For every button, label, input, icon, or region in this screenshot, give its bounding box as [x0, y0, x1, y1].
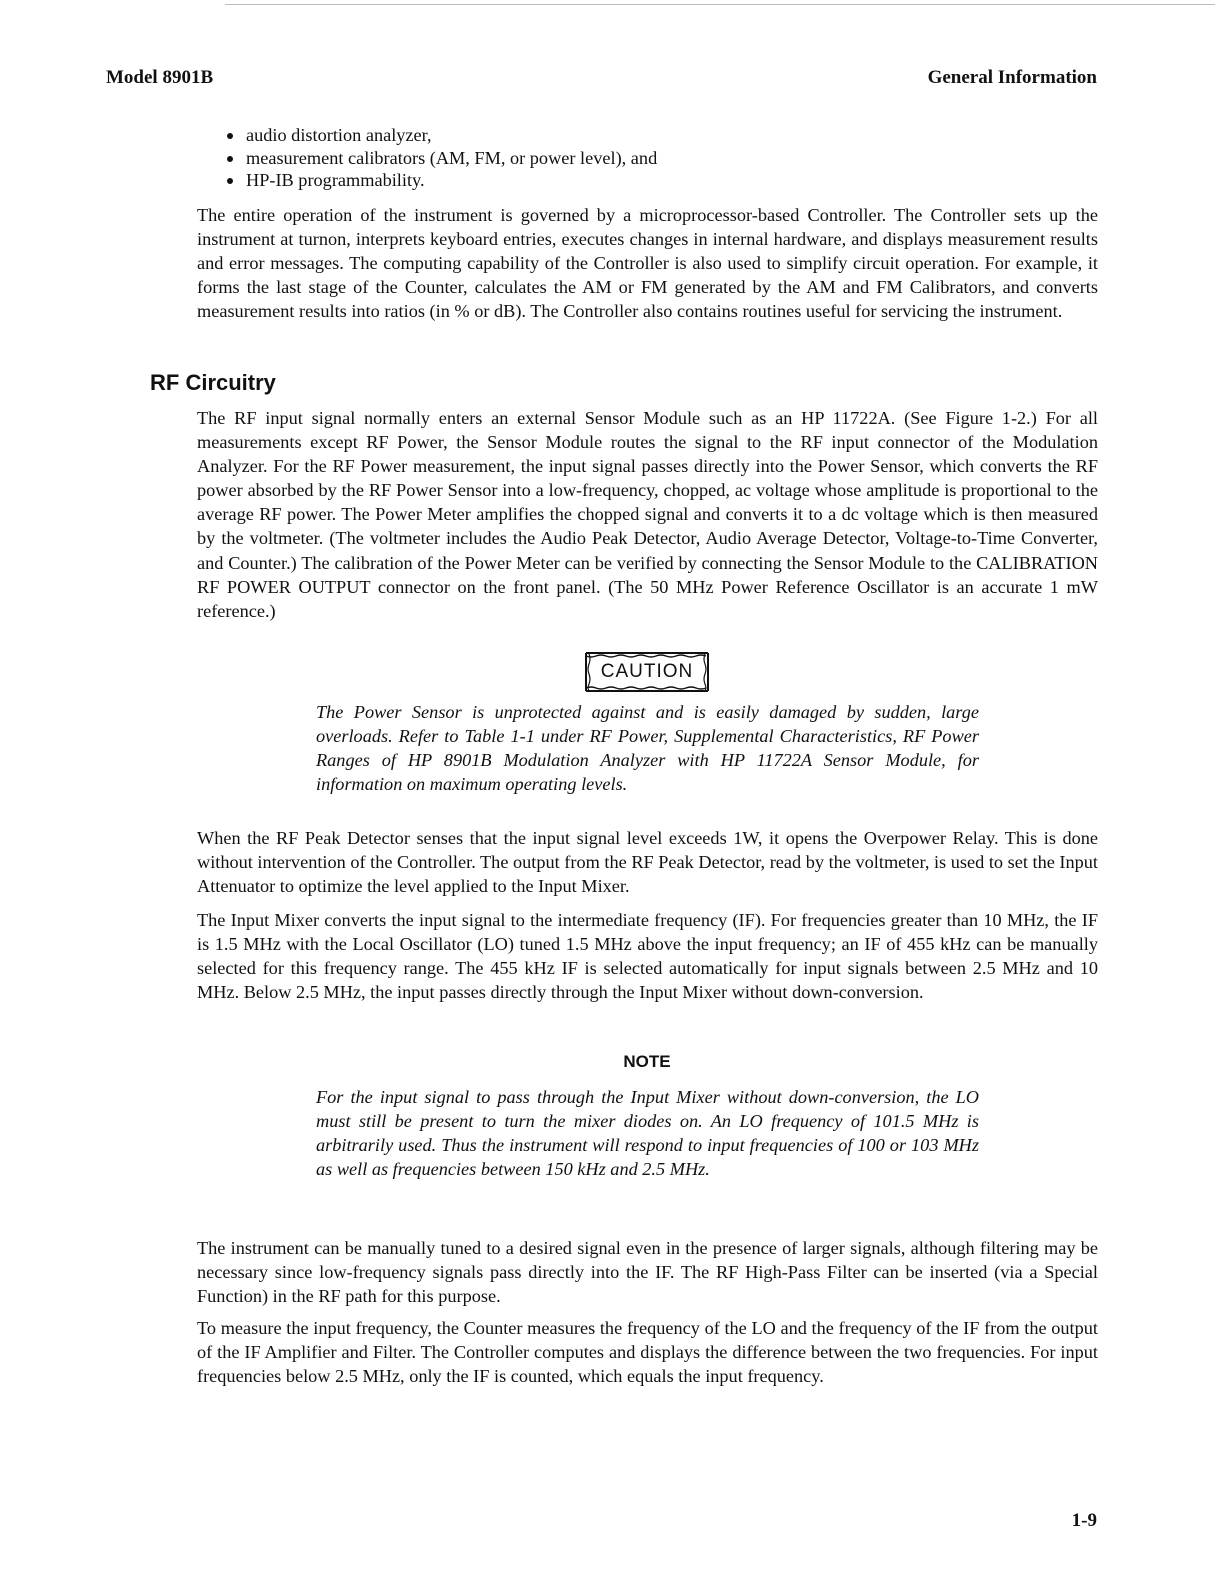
section-heading-rf-circuitry: RF Circuitry [150, 370, 276, 395]
note-text: For the input signal to pass through the Input Mixer without down-conversion, the LO must still be present to turn the mixer diodes on. An LO frequency of 101.5 MHz is arbitrarily used. Thus the instrument will respond to input frequencies of 100 or 103 MHz as well as frequencies between 150 kHz and 2.5 MHz. [316, 1087, 979, 1180]
caution-text: The Power Sensor is unprotected against and is easily damaged by sudden, large overloads. Refer to Table 1-1 under RF Power, Supplemental Characteristics, RF Power Ranges of HP 8901B Modulation Analyzer with HP 11722A Sensor Module, for information on maximum operating levels. [316, 702, 979, 795]
running-head-section: General Information [927, 67, 1097, 88]
list-item [226, 147, 657, 170]
note-heading: NOTE [623, 1052, 671, 1071]
paragraph-input-mixer: The Input Mixer converts the input signal to the intermediate frequency (IF). For frequencies greater than 10 MHz, the IF is 1.5 MHz with the Local Oscillator (LO) tuned 1.5 MHz above the input frequency; an IF of 455 kHz can be manually selected for this frequency range. The 455 kHz IF is selected automatically for input signals between 2.5 MHz and 10 MHz. Below 2.5 MHz, the input passes directly through the Input Mixer without down-conversion. [197, 910, 1098, 1003]
paragraph-frequency-measure: To measure the input frequency, the Counter measures the frequency of the LO and the frequency of the IF from the output of the IF Amplifier and Filter. The Controller computes and displays the difference between the two frequencies. For input frequencies below 2.5 MHz, only the IF is counted, which equals the input frequency. [197, 1318, 1098, 1387]
paragraph-manual-tuning: The instrument can be manually tuned to a desired signal even in the presence of larger signals, although filtering may be necessary since low-frequency signals pass directly into the IF. The RF High-Pass Filter can be inserted (via a Special Function) in the RF path for this purpose. [197, 1238, 1098, 1307]
bullet-icon [227, 156, 233, 162]
top-rule [225, 4, 1215, 5]
bullet-icon [227, 178, 233, 184]
list-item [226, 169, 657, 192]
paragraph-peak-detector: When the RF Peak Detector senses that the input signal level exceeds 1W, it opens the Overpower Relay. This is done without intervention of the Controller. The output from the RF Peak Detector, read by the voltmeter, is used to set the Input Attenuator to optimize the level applied to the Input Mixer. [197, 828, 1098, 897]
list-item-text: HP-IB programmability. [246, 170, 425, 190]
paragraph-controller: The entire operation of the instrument is governed by a microprocessor-based Controller. The Controller sets up the instrument at turnon, interprets keyboard entries, executes changes in internal hardware, and displays measurement results and error messages. The computing capability of the Controller is also used to simplify circuit operation. For example, it forms the last stage of the Counter, calculates the AM or FM generated by the AM and FM Calibrators, and converts measurement results into ratios (in % or dB). The Controller also contains routines useful for servicing the instrument. [197, 205, 1098, 322]
list-item-text: measurement calibrators (AM, FM, or power level), and [246, 147, 658, 168]
running-head-model: Model 8901B [106, 67, 214, 88]
bullet-icon [227, 133, 233, 139]
list-item [226, 124, 657, 147]
list-item-text: audio distortion analyzer, [246, 125, 432, 145]
caution-label: CAUTION [600, 661, 694, 682]
page-number: 1-9 [1071, 1510, 1097, 1531]
feature-bullet-list [226, 124, 657, 192]
paragraph-rf-input: The RF input signal normally enters an external Sensor Module such as an HP 11722A. (See Figure 1-2.) For all measurements except RF Power, the Sensor Module routes the signal to the RF input connector of the Modulation Analyzer. For the RF Power measurement, the input signal passes directly into the Power Sensor, which converts the RF power absorbed by the RF Power Sensor into a low-frequency, chopped, ac voltage whose amplitude is proportional to the average RF power. The Power Meter amplifies the chopped signal and converts it to a dc voltage which is then measured by the voltmeter. (The voltmeter includes the Audio Peak Detector, Audio Average Detector, Voltage-to-Time Converter, and Counter.) The calibration of the Power Meter can be verified by connecting the Sensor Module to the CALIBRATION RF POWER OUTPUT connector on the front panel. (The 50 MHz Power Reference Oscillator is an accurate 1 mW reference.) [197, 408, 1098, 621]
caution-banner [582, 650, 712, 694]
